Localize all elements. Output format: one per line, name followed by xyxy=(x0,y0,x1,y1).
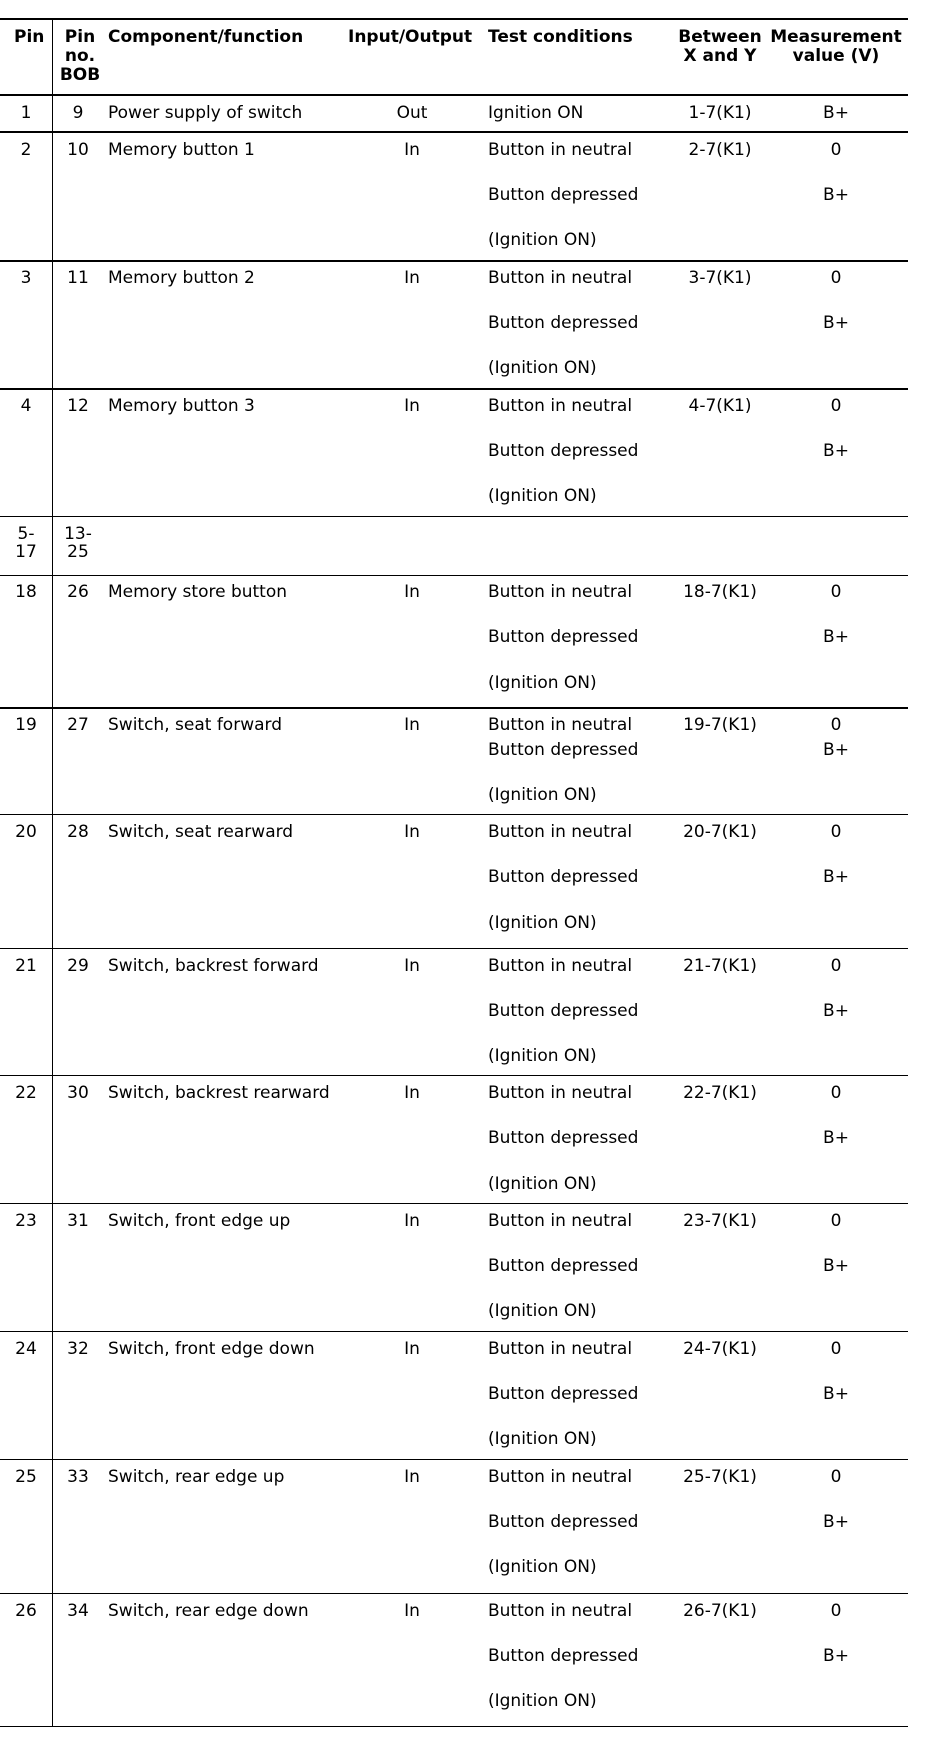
row-divider xyxy=(0,260,908,262)
io-cell: In xyxy=(404,1467,420,1487)
value-cell: B+ xyxy=(823,103,849,123)
value-cell: B+ xyxy=(823,1128,849,1148)
pin-cell: 26 xyxy=(15,1601,37,1621)
value-cell: B+ xyxy=(823,1512,849,1532)
between-cell: 25-7(K1) xyxy=(683,1467,757,1487)
header-input-output: Input/Output xyxy=(348,27,473,47)
row-divider xyxy=(0,1203,908,1204)
test-condition: Button in neutral xyxy=(488,715,633,735)
value-cell: 0 xyxy=(830,1339,842,1359)
test-condition: (Ignition ON) xyxy=(488,1174,597,1194)
test-condition: Button in neutral xyxy=(488,396,633,416)
header-pin: Pin xyxy=(14,27,45,47)
component-cell: Switch, backrest rearward xyxy=(108,1083,330,1103)
bob-cell: 32 xyxy=(67,1339,89,1359)
row-divider xyxy=(0,1075,908,1076)
between-cell: 23-7(K1) xyxy=(683,1211,757,1231)
io-cell: In xyxy=(404,1601,420,1621)
test-condition: Button in neutral xyxy=(488,1467,633,1487)
bob-cell: 28 xyxy=(67,822,89,842)
pin-cell: 3 xyxy=(20,268,32,288)
between-cell: 4-7(K1) xyxy=(688,396,752,416)
io-cell: In xyxy=(404,1339,420,1359)
between-cell: 19-7(K1) xyxy=(683,715,757,735)
component-cell: Switch, rear edge up xyxy=(108,1467,285,1487)
value-cell: 0 xyxy=(830,1211,842,1231)
bob-cell: 29 xyxy=(67,956,89,976)
io-cell: In xyxy=(404,715,420,735)
test-condition: Button in neutral xyxy=(488,268,633,288)
bob-cell: 13- 25 xyxy=(64,524,92,562)
pin-cell: 20 xyxy=(15,822,37,842)
row-divider xyxy=(0,948,908,949)
component-cell: Switch, backrest forward xyxy=(108,956,319,976)
test-condition: (Ignition ON) xyxy=(488,1301,597,1321)
test-condition: Button in neutral xyxy=(488,1339,633,1359)
test-condition: (Ignition ON) xyxy=(488,1429,597,1449)
test-condition: Button depressed xyxy=(488,1001,639,1021)
io-cell: In xyxy=(404,1211,420,1231)
test-condition: (Ignition ON) xyxy=(488,230,597,250)
test-condition: (Ignition ON) xyxy=(488,358,597,378)
test-condition: Button depressed xyxy=(488,1128,639,1148)
test-condition: Button depressed xyxy=(488,1512,639,1532)
header-between: Between X and Y xyxy=(678,27,762,66)
value-cell: B+ xyxy=(823,313,849,333)
bob-cell: 31 xyxy=(67,1211,89,1231)
test-condition: Button in neutral xyxy=(488,822,633,842)
value-cell: 0 xyxy=(830,1083,842,1103)
test-condition: Button depressed xyxy=(488,867,639,887)
test-condition: (Ignition ON) xyxy=(488,785,597,805)
bob-cell: 33 xyxy=(67,1467,89,1487)
test-condition: Button in neutral xyxy=(488,1601,633,1621)
test-condition: Button in neutral xyxy=(488,956,633,976)
test-condition: Button depressed xyxy=(488,627,639,647)
value-cell: B+ xyxy=(823,1384,849,1404)
pin-cell: 2 xyxy=(20,140,32,160)
value-cell: 0 xyxy=(830,1467,842,1487)
row-divider xyxy=(0,1459,908,1460)
value-cell: 0 xyxy=(830,715,842,735)
bob-cell: 30 xyxy=(67,1083,89,1103)
test-condition: Button depressed xyxy=(488,185,639,205)
header-bottom-border xyxy=(0,94,908,96)
bob-cell: 11 xyxy=(67,268,89,288)
test-condition: (Ignition ON) xyxy=(488,1557,597,1577)
value-cell: 0 xyxy=(830,1601,842,1621)
io-cell: In xyxy=(404,822,420,842)
between-cell: 1-7(K1) xyxy=(688,103,752,123)
test-condition: (Ignition ON) xyxy=(488,913,597,933)
value-cell: 0 xyxy=(830,140,842,160)
between-cell: 18-7(K1) xyxy=(683,582,757,602)
component-cell: Memory button 1 xyxy=(108,140,255,160)
io-cell: In xyxy=(404,268,420,288)
row-divider xyxy=(0,814,908,815)
table-top-border xyxy=(0,18,908,20)
component-cell: Switch, front edge up xyxy=(108,1211,291,1231)
row-divider xyxy=(0,388,908,390)
bob-cell: 26 xyxy=(67,582,89,602)
io-cell: In xyxy=(404,396,420,416)
test-condition: Button depressed xyxy=(488,1256,639,1276)
table-bottom-border xyxy=(0,1726,908,1727)
test-condition: Ignition ON xyxy=(488,103,584,123)
value-cell: B+ xyxy=(823,1256,849,1276)
test-condition: Button in neutral xyxy=(488,140,633,160)
bob-cell: 10 xyxy=(67,140,89,160)
row-divider xyxy=(0,707,908,709)
pin-cell: 1 xyxy=(20,103,32,123)
pin-cell: 23 xyxy=(15,1211,37,1231)
row-divider xyxy=(0,516,908,517)
row-divider xyxy=(0,1331,908,1332)
pin-cell: 21 xyxy=(15,956,37,976)
value-cell: 0 xyxy=(830,268,842,288)
value-cell: 0 xyxy=(830,396,842,416)
test-condition: Button depressed xyxy=(488,441,639,461)
value-cell: B+ xyxy=(823,867,849,887)
component-cell: Memory store button xyxy=(108,582,288,602)
value-cell: B+ xyxy=(823,1646,849,1666)
test-condition: Button in neutral xyxy=(488,1083,633,1103)
component-cell: Memory button 3 xyxy=(108,396,255,416)
value-cell: B+ xyxy=(823,441,849,461)
value-cell: 0 xyxy=(830,956,842,976)
header-measurement: Measurement value (V) xyxy=(770,27,902,66)
pin-cell: 5- 17 xyxy=(15,524,37,562)
component-cell: Switch, front edge down xyxy=(108,1339,315,1359)
io-cell: In xyxy=(404,1083,420,1103)
value-cell: B+ xyxy=(823,627,849,647)
pin-cell: 4 xyxy=(20,396,32,416)
between-cell: 26-7(K1) xyxy=(683,1601,757,1621)
component-cell: Switch, seat forward xyxy=(108,715,282,735)
component-cell: Switch, seat rearward xyxy=(108,822,294,842)
pin-column-divider xyxy=(52,18,53,1727)
test-condition: Button in neutral xyxy=(488,582,633,602)
io-cell: Out xyxy=(396,103,428,123)
header-component: Component/function xyxy=(108,27,304,47)
test-condition: (Ignition ON) xyxy=(488,673,597,693)
test-condition: (Ignition ON) xyxy=(488,1046,597,1066)
bob-cell: 12 xyxy=(67,396,89,416)
pin-cell: 25 xyxy=(15,1467,37,1487)
pin-cell: 22 xyxy=(15,1083,37,1103)
pin-cell: 18 xyxy=(15,582,37,602)
row-divider xyxy=(0,1593,908,1594)
test-condition: Button depressed xyxy=(488,313,639,333)
header-pin-no-bob: Pin no. BOB xyxy=(59,27,101,85)
value-cell: B+ xyxy=(823,740,849,760)
component-cell: Switch, rear edge down xyxy=(108,1601,309,1621)
bob-cell: 34 xyxy=(67,1601,89,1621)
test-condition: Button depressed xyxy=(488,1646,639,1666)
bob-cell: 9 xyxy=(72,103,84,123)
value-cell: B+ xyxy=(823,1001,849,1021)
header-test-conditions: Test conditions xyxy=(488,27,633,47)
between-cell: 22-7(K1) xyxy=(683,1083,757,1103)
pin-cell: 19 xyxy=(15,715,37,735)
io-cell: In xyxy=(404,140,420,160)
value-cell: 0 xyxy=(830,822,842,842)
component-cell: Memory button 2 xyxy=(108,268,255,288)
value-cell: 0 xyxy=(830,582,842,602)
between-cell: 3-7(K1) xyxy=(688,268,752,288)
bob-cell: 27 xyxy=(67,715,89,735)
pin-cell: 24 xyxy=(15,1339,37,1359)
test-condition: Button depressed xyxy=(488,740,639,760)
between-cell: 21-7(K1) xyxy=(683,956,757,976)
io-cell: In xyxy=(404,582,420,602)
component-cell: Power supply of switch xyxy=(108,103,303,123)
io-cell: In xyxy=(404,956,420,976)
test-condition: Button depressed xyxy=(488,1384,639,1404)
row-divider xyxy=(0,131,908,133)
test-condition: (Ignition ON) xyxy=(488,486,597,506)
value-cell: B+ xyxy=(823,185,849,205)
test-condition: (Ignition ON) xyxy=(488,1691,597,1711)
row-divider xyxy=(0,575,908,576)
test-condition: Button in neutral xyxy=(488,1211,633,1231)
between-cell: 2-7(K1) xyxy=(688,140,752,160)
between-cell: 20-7(K1) xyxy=(683,822,757,842)
between-cell: 24-7(K1) xyxy=(683,1339,757,1359)
